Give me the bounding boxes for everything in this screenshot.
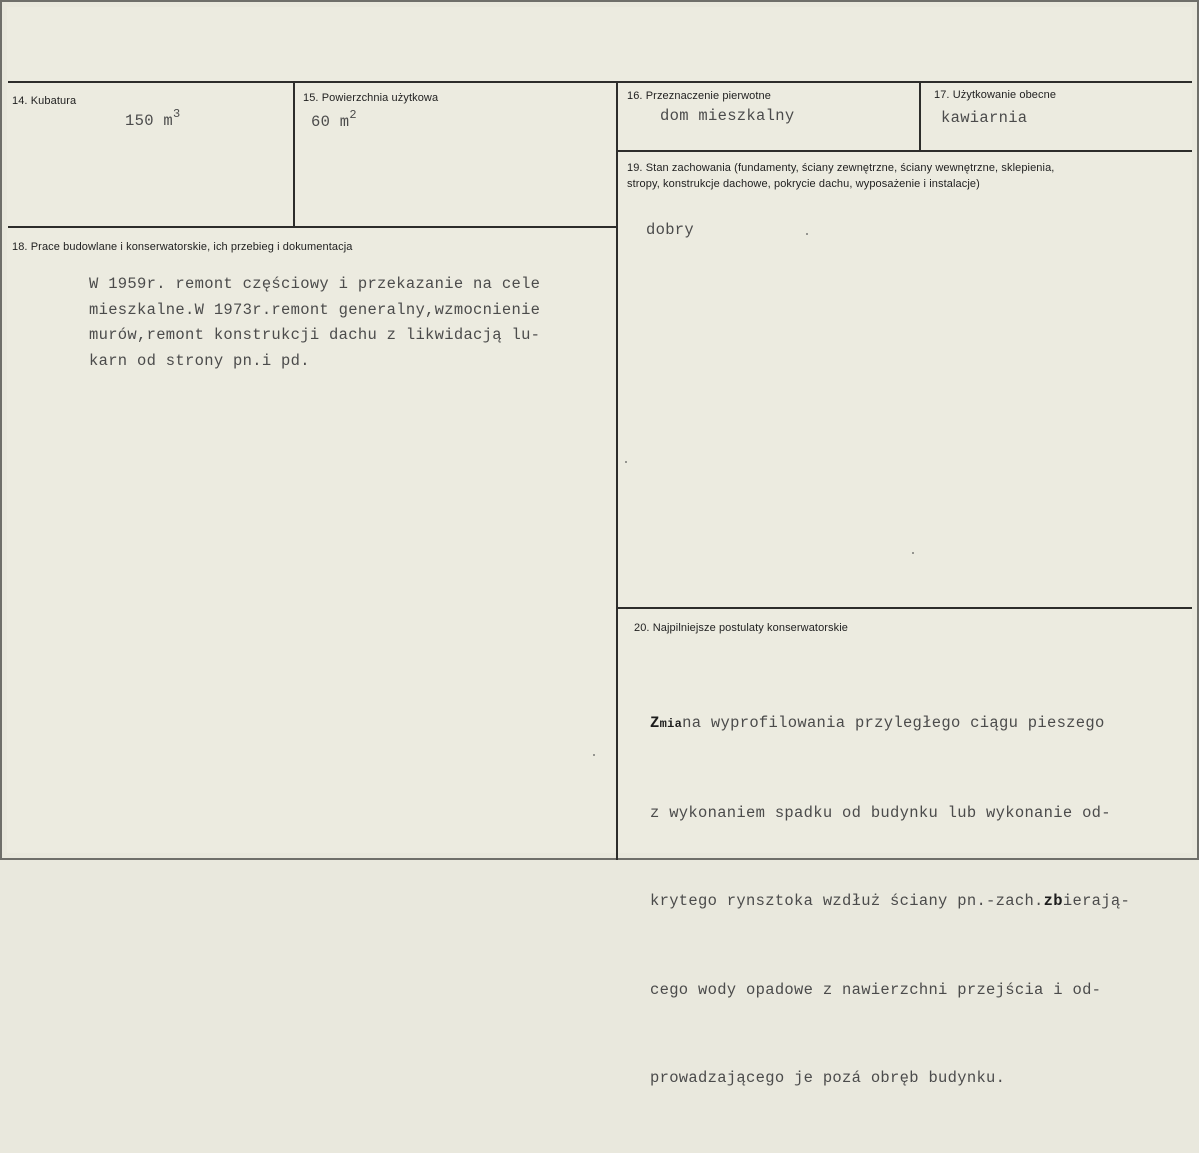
postulaty-line-3-post: ierają- [1062,892,1131,910]
rule-top [8,81,1192,83]
overstrike-z: Z [650,714,660,732]
kubatura-label: 14. Kubatura [12,95,77,107]
postulaty-line-3 [650,887,1130,917]
prace-text: W 1959r. remont częściowy i przekazanie na cele mieszkalne.W 1973r.remont generalny,wzmocnienie murów,remont konstrukcji dachu z likwidacją lu- karn od strony pn.i pd. [89,275,541,370]
powierzchnia-label: 15. Powierzchnia użytkowa [303,92,439,104]
paper-speck [625,461,627,463]
przeznaczenie-label: 16. Przeznaczenie pierwotne [627,90,771,102]
przeznaczenie-value: dom mieszkalny [660,107,795,125]
postulaty-line-4: cego wody opadowe z nawierzchni przejścia i od- [650,980,1102,999]
uzytkowanie-label: 17. Użytkowanie obecne [934,89,1057,101]
stan-value: dobry [646,221,695,239]
kubatura-number: 150 m [125,112,174,131]
postulaty-label: 20. Najpilniejsze postulaty konserwatorskie [634,622,849,634]
postulaty-text [650,650,1130,1153]
postulaty-line-1-rest: na wyprofilowania przyległego ciągu pieszego [682,714,1105,732]
kubatura-exponent: 3 [173,107,181,121]
uzytkowanie-value: kawiarnia [941,109,1028,127]
rule-right-top [616,150,1192,152]
rule-v3 [919,81,921,152]
rule-v2 [616,81,618,860]
overstrike-zb: zb [1043,892,1063,910]
rule-left-mid [8,226,618,228]
rule-right-mid [616,607,1192,609]
powierzchnia-value [311,110,357,131]
overstrike-mia: mia [659,717,683,731]
postulaty-line-2: z wykonaniem spadku od budynku lub wykonanie od- [650,803,1111,822]
stan-label: 19. Stan zachowania (fundamenty, ściany zewnętrzne, ściany wewnętrzne, sklepienia, stropy, konstrukcje dachowe, pokrycie dachu, wyposażenie i instalacje) [627,162,1055,190]
postulaty-line-1 [650,709,1130,740]
paper-speck [593,754,595,756]
paper-speck [912,552,914,554]
postulaty-line-5: prowadzającego je pozá obręb budynku. [650,1069,1006,1087]
kubatura-value [125,109,181,130]
postulaty-line-3-pre: krytego rynsztoka wzdłuż ściany pn.-zach. [650,892,1044,910]
rule-v1 [293,81,295,228]
paper-speck [806,233,808,235]
powierzchnia-number: 60 m [311,113,350,132]
powierzchnia-exponent: 2 [349,108,357,122]
prace-label: 18. Prace budowlane i konserwatorskie, ich przebieg i dokumentacja [12,241,353,253]
